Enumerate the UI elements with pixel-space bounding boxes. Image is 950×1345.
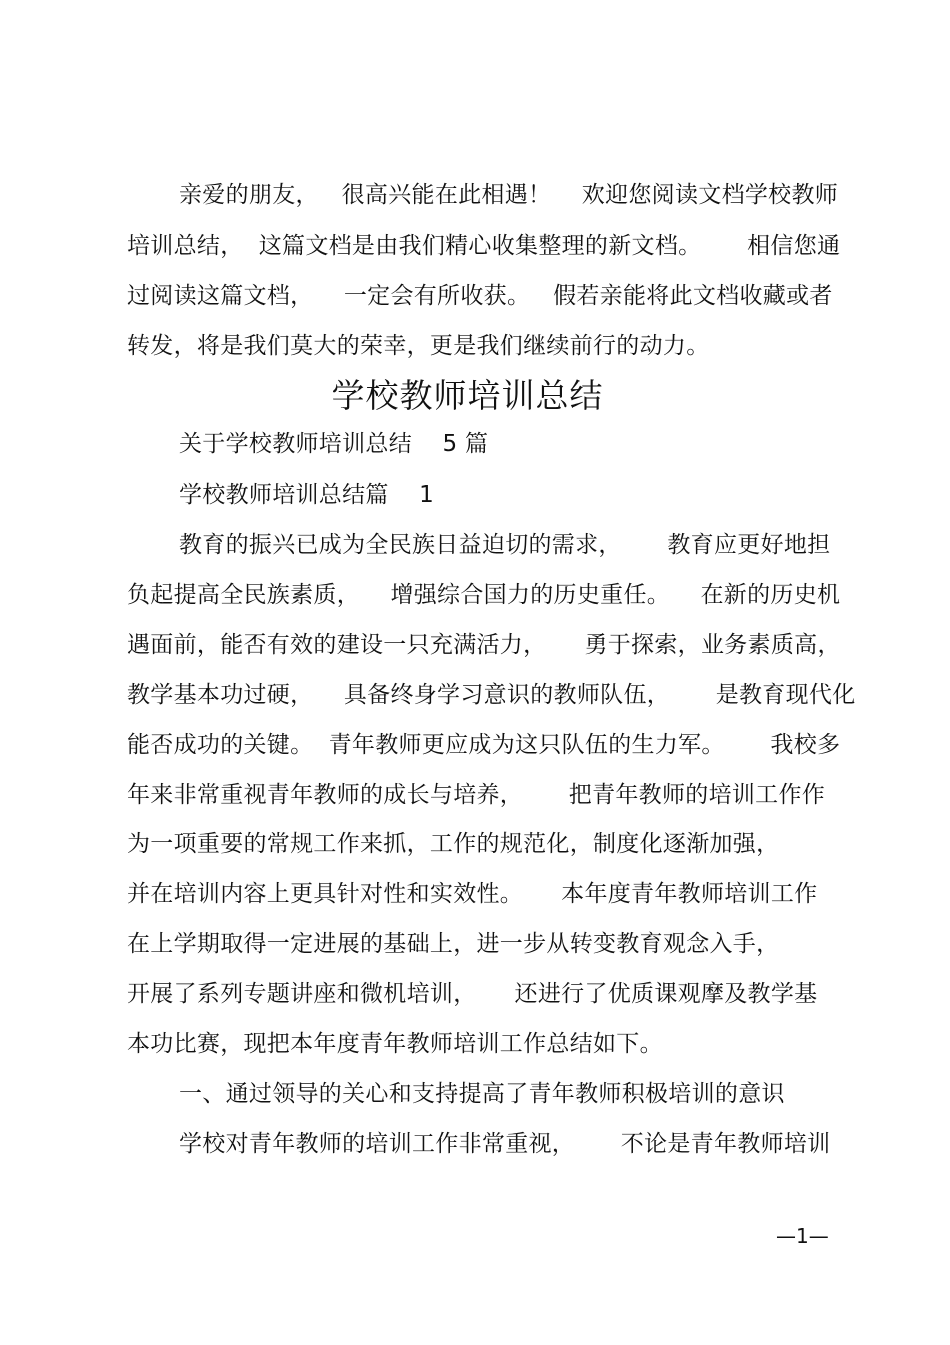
paragraph1-line-6: 年来非常重视青年教师的成长与培养， 把青年教师的培训工作作 xyxy=(127,782,826,808)
paragraph1-line-11: 本功比赛，现把本年度青年教师培训工作总结如下。 xyxy=(127,1031,663,1057)
paragraph1-line-4: 教学基本功过硬， 具备终身学习意识的教师队伍， 是教育现代化 xyxy=(127,682,856,708)
paragraph1-line-8: 并在培训内容上更具针对性和实效性。 本年度青年教师培训工作 xyxy=(127,881,818,907)
intro-line-2: 培训总结， 这篇文档是由我们精心收集整理的新文档。 相信您通 xyxy=(127,233,841,259)
intro-line-3: 过阅读这篇文档， 一定会有所收获。 假若亲能将此文档收藏或者 xyxy=(127,283,833,309)
paragraph2-line-1: 学校对青年教师的培训工作非常重视， 不论是青年教师培训 xyxy=(179,1131,831,1157)
paragraph1-line-5: 能否成功的关键。 青年教师更应成为这只队伍的生力军。 我校多 xyxy=(127,732,841,758)
paragraph1-line-9: 在上学期取得一定进展的基础上，进一步从转变教育观念入手， xyxy=(127,931,780,957)
document-title: 学校教师培训总结 xyxy=(331,376,604,415)
paragraph1-line-7: 为一项重要的常规工作来抓，工作的规范化，制度化逐渐加强， xyxy=(127,831,780,857)
intro-line-1: 亲爱的朋友， 很高兴能在此相遇！ 欢迎您阅读文档学校教师 xyxy=(179,182,839,208)
paragraph1-line-3: 遇面前，能否有效的建设一只充满活力， 勇于探索，业务素质高， xyxy=(127,632,841,658)
paragraph1-line-2: 负起提高全民族素质， 增强综合国力的历史重任。 在新的历史机 xyxy=(127,582,841,608)
paragraph1-line-1: 教育的振兴已成为全民族日益迫切的需求， 教育应更好地担 xyxy=(179,532,831,558)
subtitle: 关于学校教师培训总结 5 篇 xyxy=(179,431,489,457)
point1-heading: 一、通过领导的关心和支持提高了青年教师积极培训的意识 xyxy=(179,1081,785,1107)
section-heading: 学校教师培训总结篇 1 xyxy=(179,482,435,508)
page-number: —1— xyxy=(776,1224,829,1248)
paragraph1-line-10: 开展了系列专题讲座和微机培训， 还进行了优质课观摩及教学基 xyxy=(127,981,818,1007)
intro-line-4: 转发，将是我们莫大的荣幸，更是我们继续前行的动力。 xyxy=(127,333,710,359)
